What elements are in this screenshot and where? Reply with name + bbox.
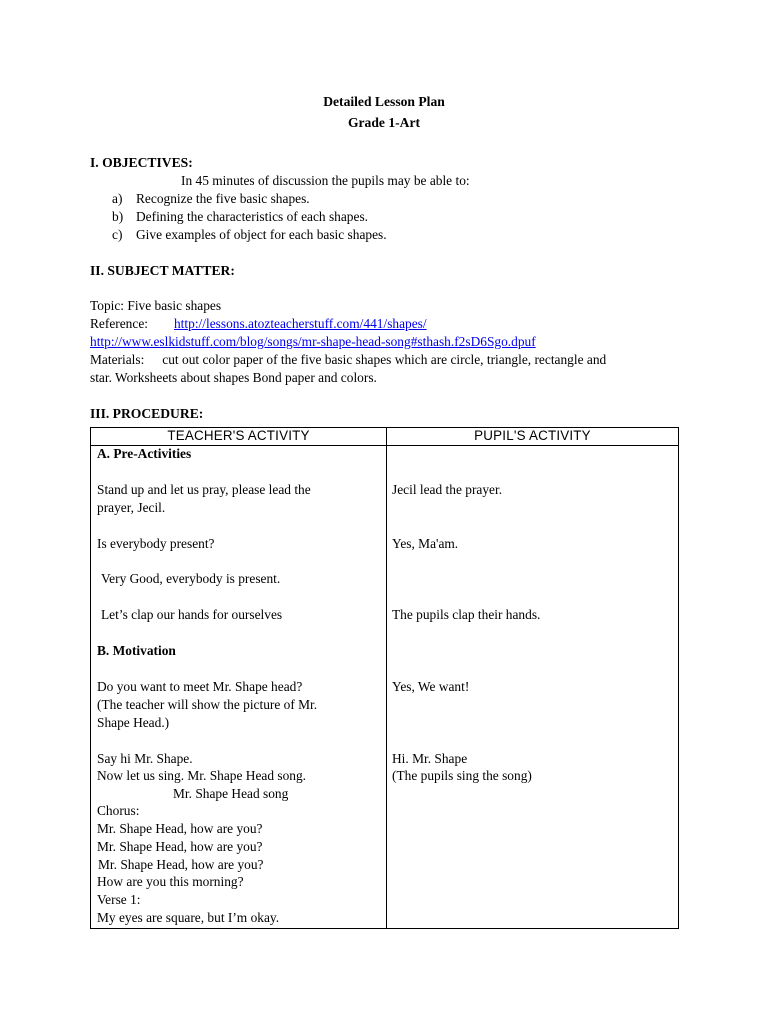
materials-label: Materials:: [90, 352, 145, 367]
teacher-line: Say hi Mr. Shape.: [97, 751, 193, 766]
teacher-line: prayer, Jecil.: [97, 500, 166, 515]
section-motivation: B. Motivation: [97, 643, 176, 658]
pupil-line: Hi. Mr. Shape: [392, 751, 468, 766]
reference-link-eslkidstuff[interactable]: http://www.eslkidstuff.com/blog/songs/mr-shape-head-song#sthash.f2sD6Sgo.dpuf: [90, 334, 536, 349]
pupil-line: Yes, We want!: [392, 679, 470, 694]
song-title: Mr. Shape Head song: [173, 786, 289, 801]
section-pre-activities: A. Pre-Activities: [97, 446, 192, 461]
reference-label: Reference:: [90, 316, 148, 331]
teacher-activity-cell: [91, 446, 387, 929]
teacher-line: Mr. Shape Head, how are you?: [98, 857, 264, 872]
procedure-table: [90, 427, 679, 929]
teacher-line: Mr. Shape Head, how are you?: [97, 839, 263, 854]
pupil-activity-header: PUPIL'S ACTIVITY: [387, 428, 679, 446]
teacher-line: Let’s clap our hands for ourselves: [101, 607, 283, 622]
teacher-line: Now let us sing. Mr. Shape Head song.: [97, 768, 307, 783]
materials-line-2: star. Worksheets about shapes Bond paper and colors.: [90, 370, 377, 385]
objectives-intro: In 45 minutes of discussion the pupils may be able to:: [181, 173, 470, 188]
objective-item: [112, 227, 387, 243]
pupil-line: Yes, Ma'am.: [392, 536, 459, 551]
reference-link-atoz[interactable]: http://lessons.atozteacherstuff.com/441/shapes/: [173, 316, 427, 331]
teacher-line: Mr. Shape Head, how are you?: [97, 821, 263, 836]
objective-item: [112, 209, 368, 225]
objective-text: Recognize the five basic shapes.: [136, 191, 310, 206]
objective-marker: a): [112, 191, 123, 206]
teacher-line: Chorus:: [97, 803, 140, 818]
document-title: Detailed Lesson Plan: [323, 94, 445, 109]
teacher-line: Shape Head.): [97, 715, 170, 730]
teacher-activity-header: TEACHER'S ACTIVITY: [91, 428, 387, 446]
teacher-line: My eyes are square, but I’m okay.: [97, 910, 280, 925]
document-subtitle: Grade 1-Art: [347, 115, 421, 130]
pupil-activity-cell: [387, 446, 679, 929]
pupil-line: (The pupils sing the song): [392, 768, 532, 783]
topic-line: Topic: Five basic shapes: [90, 298, 222, 313]
teacher-line: Verse 1:: [97, 892, 141, 907]
subject-matter-heading: II. SUBJECT MATTER:: [90, 263, 235, 278]
materials-line: [90, 351, 606, 369]
objectives-heading: I. OBJECTIVES:: [90, 155, 193, 170]
teacher-line: Is everybody present?: [97, 536, 215, 551]
teacher-line: Very Good, everybody is present.: [101, 571, 281, 586]
materials-text: cut out color paper of the five basic shapes which are circle, triangle, rectangle and: [162, 352, 607, 367]
objective-item: [112, 191, 310, 207]
teacher-line: Stand up and let us pray, please lead the: [97, 482, 311, 497]
teacher-line: Do you want to meet Mr. Shape head?: [97, 679, 303, 694]
procedure-heading: III. PROCEDURE:: [90, 406, 204, 421]
pupil-line: The pupils clap their hands.: [392, 607, 541, 622]
teacher-line: How are you this morning?: [97, 874, 244, 889]
teacher-line: (The teacher will show the picture of Mr.: [97, 697, 318, 712]
reference-line-2: [90, 333, 536, 351]
reference-line: [90, 315, 427, 333]
pupil-line: Jecil lead the prayer.: [392, 482, 503, 497]
objective-marker: b): [112, 209, 124, 224]
objective-marker: c): [112, 227, 123, 242]
objective-text: Give examples of object for each basic shapes.: [136, 227, 387, 242]
objective-text: Defining the characteristics of each shapes.: [136, 209, 369, 224]
